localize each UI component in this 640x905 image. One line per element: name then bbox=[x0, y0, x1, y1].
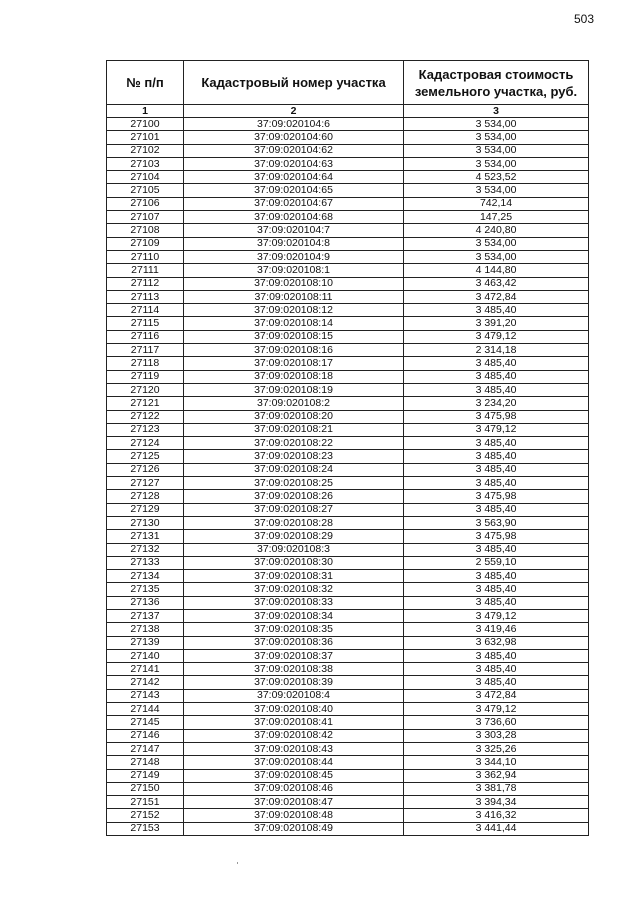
cadastral-number-cell: 37:09:020104:60 bbox=[184, 131, 404, 144]
cadastral-number-cell: 37:09:020108:42 bbox=[184, 729, 404, 742]
cadastral-number-cell: 37:09:020104:9 bbox=[184, 250, 404, 263]
row-number-cell: 27131 bbox=[107, 530, 184, 543]
cadastral-value-cell: 3 485,40 bbox=[404, 450, 589, 463]
cadastral-value-cell: 3 479,12 bbox=[404, 609, 589, 622]
table-row bbox=[107, 157, 589, 170]
row-number-cell: 27107 bbox=[107, 211, 184, 224]
cadastral-value-cell: 3 344,10 bbox=[404, 756, 589, 769]
cadastral-value-cell: 3 563,90 bbox=[404, 516, 589, 529]
row-number-cell: 27101 bbox=[107, 131, 184, 144]
row-number-cell: 27102 bbox=[107, 144, 184, 157]
cadastral-value-table bbox=[106, 60, 589, 836]
table-row bbox=[107, 623, 589, 636]
cadastral-value-cell: 3 441,44 bbox=[404, 822, 589, 835]
cadastral-value-cell: 3 475,98 bbox=[404, 410, 589, 423]
cadastral-value-cell: 3 485,40 bbox=[404, 583, 589, 596]
table-row bbox=[107, 756, 589, 769]
cadastral-value-cell: 3 485,40 bbox=[404, 543, 589, 556]
row-number-cell: 27115 bbox=[107, 317, 184, 330]
cadastral-number-cell: 37:09:020104:64 bbox=[184, 171, 404, 184]
cadastral-number-cell: 37:09:020104:8 bbox=[184, 237, 404, 250]
row-number-cell: 27135 bbox=[107, 583, 184, 596]
table-row bbox=[107, 144, 589, 157]
row-number-cell: 27144 bbox=[107, 703, 184, 716]
header-row bbox=[107, 61, 589, 105]
cadastral-number-cell: 37:09:020108:49 bbox=[184, 822, 404, 835]
cadastral-number-cell: 37:09:020108:20 bbox=[184, 410, 404, 423]
row-number-cell: 27147 bbox=[107, 742, 184, 755]
cadastral-number-cell: 37:09:020108:35 bbox=[184, 623, 404, 636]
cadastral-number-cell: 37:09:020108:15 bbox=[184, 330, 404, 343]
row-number-cell: 27145 bbox=[107, 716, 184, 729]
table-row bbox=[107, 450, 589, 463]
table-row bbox=[107, 809, 589, 822]
table-row bbox=[107, 118, 589, 131]
table-row bbox=[107, 570, 589, 583]
cadastral-value-cell: 3 534,00 bbox=[404, 131, 589, 144]
cadastral-value-cell: 3 485,40 bbox=[404, 304, 589, 317]
cadastral-number-cell: 37:09:020104:6 bbox=[184, 118, 404, 131]
cadastral-number-cell: 37:09:020108:28 bbox=[184, 516, 404, 529]
cadastral-value-cell: 3 485,40 bbox=[404, 370, 589, 383]
column-number-row bbox=[107, 105, 589, 118]
table-row bbox=[107, 410, 589, 423]
cadastral-number-cell: 37:09:020104:62 bbox=[184, 144, 404, 157]
cadastral-value-cell: 3 485,40 bbox=[404, 503, 589, 516]
table-row bbox=[107, 477, 589, 490]
scan-speck bbox=[237, 862, 238, 864]
cadastral-number-cell: 37:09:020108:46 bbox=[184, 782, 404, 795]
table-row bbox=[107, 211, 589, 224]
row-number-cell: 27108 bbox=[107, 224, 184, 237]
cadastral-number-cell: 37:09:020108:39 bbox=[184, 676, 404, 689]
cadastral-number-cell: 37:09:020108:16 bbox=[184, 344, 404, 357]
row-number-cell: 27121 bbox=[107, 397, 184, 410]
cadastral-value-cell: 742,14 bbox=[404, 197, 589, 210]
table-row bbox=[107, 330, 589, 343]
table-row bbox=[107, 184, 589, 197]
row-number-cell: 27151 bbox=[107, 796, 184, 809]
table-row bbox=[107, 583, 589, 596]
row-number-cell: 27153 bbox=[107, 822, 184, 835]
cadastral-value-cell: 3 485,40 bbox=[404, 663, 589, 676]
table-row bbox=[107, 742, 589, 755]
table-row bbox=[107, 383, 589, 396]
cadastral-number-cell: 37:09:020108:44 bbox=[184, 756, 404, 769]
cadastral-number-cell: 37:09:020108:19 bbox=[184, 383, 404, 396]
cadastral-value-cell: 3 485,40 bbox=[404, 383, 589, 396]
row-number-cell: 27141 bbox=[107, 663, 184, 676]
row-number-cell: 27133 bbox=[107, 556, 184, 569]
table-row bbox=[107, 304, 589, 317]
row-number-cell: 27104 bbox=[107, 171, 184, 184]
table-row bbox=[107, 290, 589, 303]
row-number-cell: 27130 bbox=[107, 516, 184, 529]
row-number-cell: 27124 bbox=[107, 437, 184, 450]
cadastral-value-cell: 3 381,78 bbox=[404, 782, 589, 795]
cadastral-value-cell: 3 534,00 bbox=[404, 237, 589, 250]
row-number-cell: 27119 bbox=[107, 370, 184, 383]
cadastral-number-cell: 37:09:020108:22 bbox=[184, 437, 404, 450]
cadastral-value-cell: 2 314,18 bbox=[404, 344, 589, 357]
table-row bbox=[107, 437, 589, 450]
row-number-cell: 27100 bbox=[107, 118, 184, 131]
cadastral-value-cell: 3 485,40 bbox=[404, 463, 589, 476]
row-number-cell: 27127 bbox=[107, 477, 184, 490]
row-number-cell: 27123 bbox=[107, 423, 184, 436]
row-number-cell: 27134 bbox=[107, 570, 184, 583]
cadastral-number-cell: 37:09:020108:18 bbox=[184, 370, 404, 383]
row-number-cell: 27137 bbox=[107, 609, 184, 622]
row-number-cell: 27106 bbox=[107, 197, 184, 210]
cadastral-value-cell: 3 485,40 bbox=[404, 477, 589, 490]
row-number-cell: 27128 bbox=[107, 490, 184, 503]
cadastral-value-cell: 3 391,20 bbox=[404, 317, 589, 330]
table-row bbox=[107, 609, 589, 622]
row-number-cell: 27146 bbox=[107, 729, 184, 742]
table-body bbox=[107, 118, 589, 836]
cadastral-value-cell: 3 485,40 bbox=[404, 676, 589, 689]
cadastral-value-cell: 3 632,98 bbox=[404, 636, 589, 649]
table-row bbox=[107, 543, 589, 556]
table-row bbox=[107, 729, 589, 742]
header-cadastral-number: Кадастровый номер участка bbox=[184, 61, 404, 105]
table-row bbox=[107, 264, 589, 277]
cadastral-value-cell: 3 485,40 bbox=[404, 437, 589, 450]
table-row bbox=[107, 769, 589, 782]
table-row bbox=[107, 689, 589, 702]
cadastral-value-cell: 3 394,34 bbox=[404, 796, 589, 809]
table-row bbox=[107, 663, 589, 676]
cadastral-number-cell: 37:09:020108:23 bbox=[184, 450, 404, 463]
table-row bbox=[107, 782, 589, 795]
row-number-cell: 27148 bbox=[107, 756, 184, 769]
cadastral-number-cell: 37:09:020108:10 bbox=[184, 277, 404, 290]
cadastral-value-cell: 3 416,32 bbox=[404, 809, 589, 822]
row-number-cell: 27113 bbox=[107, 290, 184, 303]
table-row bbox=[107, 344, 589, 357]
row-number-cell: 27110 bbox=[107, 250, 184, 263]
page-number: 503 bbox=[573, 12, 594, 26]
cadastral-value-cell: 3 485,40 bbox=[404, 596, 589, 609]
cadastral-number-cell: 37:09:020104:68 bbox=[184, 211, 404, 224]
cadastral-value-cell: 3 234,20 bbox=[404, 397, 589, 410]
cadastral-number-cell: 37:09:020108:11 bbox=[184, 290, 404, 303]
column-number-3: 3 bbox=[404, 105, 589, 118]
row-number-cell: 27149 bbox=[107, 769, 184, 782]
row-number-cell: 27103 bbox=[107, 157, 184, 170]
table-row bbox=[107, 357, 589, 370]
table-row bbox=[107, 716, 589, 729]
row-number-cell: 27140 bbox=[107, 649, 184, 662]
header-cadastral-value: Кадастровая стоимость земельного участка, руб. bbox=[404, 61, 589, 105]
cadastral-number-cell: 37:09:020108:48 bbox=[184, 809, 404, 822]
cadastral-number-cell: 37:09:020108:14 bbox=[184, 317, 404, 330]
cadastral-number-cell: 37:09:020108:47 bbox=[184, 796, 404, 809]
cadastral-number-cell: 37:09:020108:25 bbox=[184, 477, 404, 490]
cadastral-number-cell: 37:09:020108:32 bbox=[184, 583, 404, 596]
table-row bbox=[107, 796, 589, 809]
column-number-2: 2 bbox=[184, 105, 404, 118]
table-row bbox=[107, 556, 589, 569]
cadastral-value-cell: 3 303,28 bbox=[404, 729, 589, 742]
cadastral-number-cell: 37:09:020104:67 bbox=[184, 197, 404, 210]
row-number-cell: 27116 bbox=[107, 330, 184, 343]
cadastral-number-cell: 37:09:020108:1 bbox=[184, 264, 404, 277]
row-number-cell: 27126 bbox=[107, 463, 184, 476]
table-row bbox=[107, 131, 589, 144]
cadastral-value-cell: 3 485,40 bbox=[404, 649, 589, 662]
table-row bbox=[107, 596, 589, 609]
cadastral-value-cell: 3 534,00 bbox=[404, 118, 589, 131]
row-number-cell: 27142 bbox=[107, 676, 184, 689]
cadastral-number-cell: 37:09:020104:7 bbox=[184, 224, 404, 237]
cadastral-value-cell: 3 463,42 bbox=[404, 277, 589, 290]
cadastral-value-cell: 3 475,98 bbox=[404, 530, 589, 543]
cadastral-value-cell: 3 534,00 bbox=[404, 157, 589, 170]
table-row bbox=[107, 463, 589, 476]
cadastral-number-cell: 37:09:020108:36 bbox=[184, 636, 404, 649]
header-row-number: № п/п bbox=[107, 61, 184, 105]
cadastral-number-cell: 37:09:020108:4 bbox=[184, 689, 404, 702]
row-number-cell: 27105 bbox=[107, 184, 184, 197]
cadastral-number-cell: 37:09:020108:33 bbox=[184, 596, 404, 609]
cadastral-value-cell: 3 485,40 bbox=[404, 570, 589, 583]
column-number-1: 1 bbox=[107, 105, 184, 118]
cadastral-value-cell: 4 144,80 bbox=[404, 264, 589, 277]
cadastral-value-cell: 4 240,80 bbox=[404, 224, 589, 237]
table-row bbox=[107, 649, 589, 662]
cadastral-number-cell: 37:09:020104:63 bbox=[184, 157, 404, 170]
table-row bbox=[107, 503, 589, 516]
table-row bbox=[107, 171, 589, 184]
cadastral-value-cell: 3 472,84 bbox=[404, 689, 589, 702]
table-row bbox=[107, 822, 589, 835]
table-row bbox=[107, 423, 589, 436]
cadastral-number-cell: 37:09:020108:26 bbox=[184, 490, 404, 503]
cadastral-number-cell: 37:09:020108:31 bbox=[184, 570, 404, 583]
table-row bbox=[107, 676, 589, 689]
cadastral-number-cell: 37:09:020108:24 bbox=[184, 463, 404, 476]
cadastral-number-cell: 37:09:020108:40 bbox=[184, 703, 404, 716]
cadastral-value-cell: 3 479,12 bbox=[404, 703, 589, 716]
table-row bbox=[107, 703, 589, 716]
table-row bbox=[107, 317, 589, 330]
cadastral-value-cell: 4 523,52 bbox=[404, 171, 589, 184]
cadastral-number-cell: 37:09:020108:41 bbox=[184, 716, 404, 729]
cadastral-value-cell: 3 534,00 bbox=[404, 144, 589, 157]
cadastral-number-cell: 37:09:020108:43 bbox=[184, 742, 404, 755]
cadastral-number-cell: 37:09:020108:27 bbox=[184, 503, 404, 516]
table-row bbox=[107, 370, 589, 383]
cadastral-number-cell: 37:09:020108:30 bbox=[184, 556, 404, 569]
cadastral-value-cell: 3 472,84 bbox=[404, 290, 589, 303]
cadastral-value-cell: 3 534,00 bbox=[404, 184, 589, 197]
table-row bbox=[107, 224, 589, 237]
table-row bbox=[107, 250, 589, 263]
cadastral-value-cell: 3 362,94 bbox=[404, 769, 589, 782]
cadastral-number-cell: 37:09:020108:29 bbox=[184, 530, 404, 543]
table-row bbox=[107, 636, 589, 649]
table-header bbox=[107, 61, 589, 118]
row-number-cell: 27138 bbox=[107, 623, 184, 636]
row-number-cell: 27125 bbox=[107, 450, 184, 463]
cadastral-value-cell: 3 475,98 bbox=[404, 490, 589, 503]
cadastral-number-cell: 37:09:020108:37 bbox=[184, 649, 404, 662]
table-row bbox=[107, 277, 589, 290]
table-row bbox=[107, 397, 589, 410]
cadastral-number-cell: 37:09:020108:12 bbox=[184, 304, 404, 317]
row-number-cell: 27118 bbox=[107, 357, 184, 370]
table-row bbox=[107, 237, 589, 250]
row-number-cell: 27114 bbox=[107, 304, 184, 317]
cadastral-number-cell: 37:09:020108:45 bbox=[184, 769, 404, 782]
row-number-cell: 27129 bbox=[107, 503, 184, 516]
table-row bbox=[107, 516, 589, 529]
cadastral-value-cell: 3 485,40 bbox=[404, 357, 589, 370]
cadastral-number-cell: 37:09:020108:34 bbox=[184, 609, 404, 622]
row-number-cell: 27132 bbox=[107, 543, 184, 556]
cadastral-number-cell: 37:09:020108:3 bbox=[184, 543, 404, 556]
cadastral-number-cell: 37:09:020108:17 bbox=[184, 357, 404, 370]
cadastral-value-cell: 3 736,60 bbox=[404, 716, 589, 729]
cadastral-value-cell: 3 325,26 bbox=[404, 742, 589, 755]
row-number-cell: 27150 bbox=[107, 782, 184, 795]
cadastral-value-cell: 3 419,46 bbox=[404, 623, 589, 636]
cadastral-number-cell: 37:09:020108:38 bbox=[184, 663, 404, 676]
row-number-cell: 27117 bbox=[107, 344, 184, 357]
cadastral-value-cell: 3 479,12 bbox=[404, 330, 589, 343]
row-number-cell: 27136 bbox=[107, 596, 184, 609]
row-number-cell: 27109 bbox=[107, 237, 184, 250]
cadastral-value-cell: 2 559,10 bbox=[404, 556, 589, 569]
table-row bbox=[107, 490, 589, 503]
cadastral-value-cell: 3 534,00 bbox=[404, 250, 589, 263]
row-number-cell: 27111 bbox=[107, 264, 184, 277]
row-number-cell: 27143 bbox=[107, 689, 184, 702]
table-row bbox=[107, 530, 589, 543]
row-number-cell: 27139 bbox=[107, 636, 184, 649]
cadastral-value-cell: 147,25 bbox=[404, 211, 589, 224]
row-number-cell: 27120 bbox=[107, 383, 184, 396]
row-number-cell: 27152 bbox=[107, 809, 184, 822]
cadastral-value-cell: 3 479,12 bbox=[404, 423, 589, 436]
table-row bbox=[107, 197, 589, 210]
cadastral-number-cell: 37:09:020108:21 bbox=[184, 423, 404, 436]
cadastral-number-cell: 37:09:020104:65 bbox=[184, 184, 404, 197]
row-number-cell: 27122 bbox=[107, 410, 184, 423]
cadastral-number-cell: 37:09:020108:2 bbox=[184, 397, 404, 410]
row-number-cell: 27112 bbox=[107, 277, 184, 290]
